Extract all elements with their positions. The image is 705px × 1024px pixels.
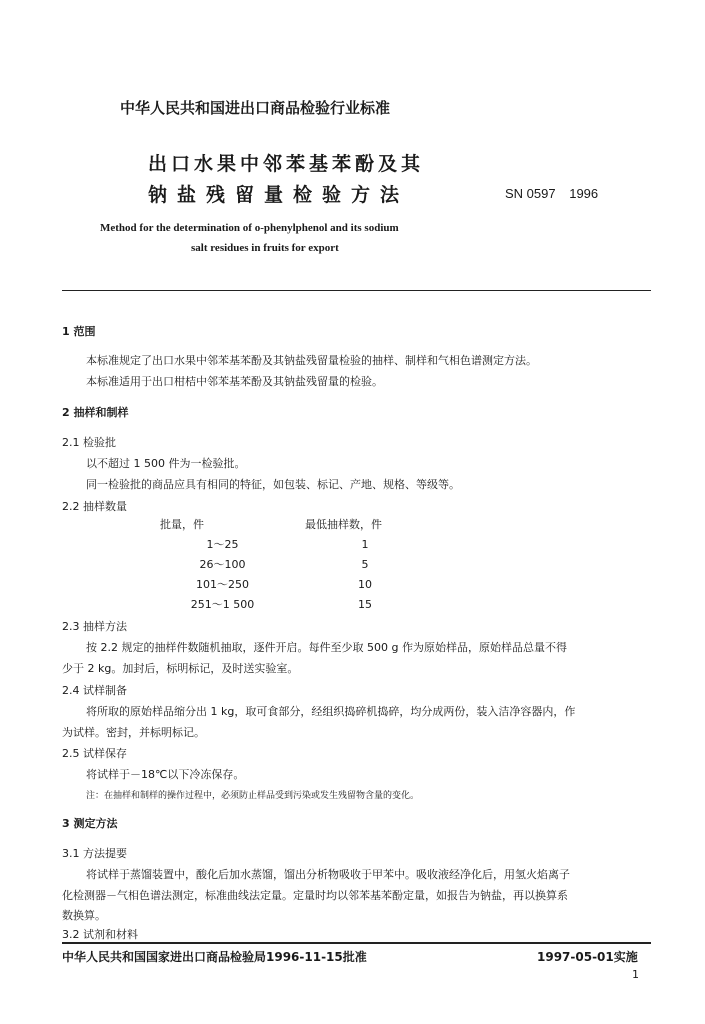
section-2-4-heading: 2.4 试样制备 <box>62 684 127 697</box>
section-3-1-heading: 3.1 方法提要 <box>62 847 127 860</box>
table-cell: 26～100 <box>199 558 246 571</box>
english-title-line-2: salt residues in fruits for export <box>191 242 339 254</box>
section-2-2-heading: 2.2 抽样数量 <box>62 500 127 513</box>
approval-line: 中华人民共和国国家进出口商品检验局1996-11-15批准 <box>62 950 367 964</box>
section-2-3-para-line-1: 按 2.2 规定的抽样件数随机抽取，逐件开启。每件至少取 500 g 作为原始样品，原始样品总量不得 <box>86 641 567 654</box>
section-3-1-para-line-2: 化检测器－气相色谱法测定，标准曲线法定量。定量时均以邻苯基苯酚定量，如报告为钠盐，再以换算系 <box>62 889 568 902</box>
section-2-heading: 2 抽样和制样 <box>62 406 129 419</box>
section-1-heading: 1 范围 <box>62 325 96 338</box>
section-3-heading: 3 测定方法 <box>62 817 118 830</box>
table-cell: 1～25 <box>206 538 239 551</box>
table-row <box>140 554 425 574</box>
table-cell: 251～1 500 <box>190 598 255 611</box>
section-2-3-para-line-2: 少于 2 kg。加封后，标明标记，及时送实验室。 <box>62 662 299 675</box>
table-header-cell: 最低抽样数，件 <box>305 518 382 531</box>
section-2-3-heading: 2.3 抽样方法 <box>62 620 127 633</box>
table-row <box>140 534 425 554</box>
section-2-1-para-2: 同一检验批的商品应具有相同的特征，如包装、标记、产地、规格、等级等。 <box>86 478 460 491</box>
standard-number <box>505 186 598 201</box>
title-line-2: 钠盐残留量检验方法 <box>148 184 410 206</box>
table-cell: 10 <box>358 577 372 591</box>
section-1-para-2: 本标准适用于出口柑桔中邻苯基苯酚及其钠盐残留量的检验。 <box>86 375 383 388</box>
standard-year: 1996 <box>569 186 599 201</box>
table-header-cell: 批量，件 <box>160 518 204 531</box>
section-2-1-heading: 2.1 检验批 <box>62 436 116 449</box>
table-cell: 101～250 <box>196 578 249 591</box>
section-3-1-para-line-1: 将试样于蒸馏装置中，酸化后加水蒸馏，馏出分析物吸收于甲苯中。吸收液经净化后，用氢火焰离子 <box>86 868 570 881</box>
section-2-4-para-line-1: 将所取的原始样品缩分出 1 kg，取可食部分，经组织捣碎机捣碎，均分成两份，装入洁净容器内，作 <box>86 705 576 718</box>
section-2-5-para: 将试样于－18℃以下冷冻保存。 <box>86 768 245 781</box>
table-row <box>140 574 425 594</box>
table-row <box>140 594 425 614</box>
section-2-5-note: 注：在抽样和制样的操作过程中，必须防止样品受到污染或发生残留物含量的变化。 <box>86 791 420 801</box>
table-header-row <box>140 514 425 534</box>
section-2-5-heading: 2.5 试样保存 <box>62 747 127 760</box>
header-rule <box>62 290 651 291</box>
table-cell: 5 <box>361 557 369 571</box>
standard-code: SN 0597 <box>505 186 556 201</box>
table-cell: 1 <box>361 537 369 551</box>
page-number: 1 <box>632 968 639 981</box>
section-3-1-para-line-3: 数换算。 <box>62 909 106 922</box>
section-2-4-para-line-2: 为试样。密封，并标明标记。 <box>62 726 205 739</box>
english-title-line-1: Method for the determination of o-phenylphenol and its sodium <box>100 222 399 234</box>
section-3-2-heading: 3.2 试剂和材料 <box>62 928 138 941</box>
title-line-1: 出口水果中邻苯基苯酚及其 <box>148 153 425 175</box>
authority-line: 中华人民共和国进出口商品检验行业标准 <box>120 99 391 117</box>
section-2-1-para-1: 以不超过 1 500 件为一检验批。 <box>86 457 246 470</box>
table-cell: 15 <box>358 597 372 611</box>
sampling-table <box>140 514 425 614</box>
section-1-para-1: 本标准规定了出口水果中邻苯基苯酚及其钠盐残留量检验的抽样、制样和气相色谱测定方法。 <box>86 354 537 367</box>
effective-date: 1997-05-01实施 <box>537 950 638 964</box>
footer-rule <box>62 942 651 944</box>
